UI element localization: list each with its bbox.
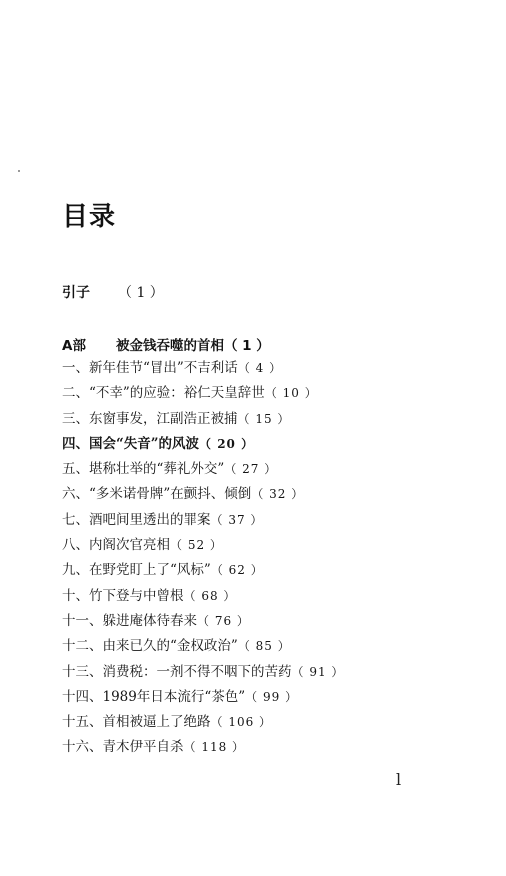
toc-entry[interactable] [62, 457, 344, 482]
folio-page-number: l [396, 770, 402, 789]
page-title: 目录 [62, 202, 117, 232]
toc-entry-page-number: （ 62 ） [210, 563, 264, 578]
toc-entry[interactable] [62, 407, 344, 432]
toc-part-a-heading[interactable] [62, 334, 270, 354]
toc-entry[interactable] [62, 660, 344, 685]
intro-page-number: （ 1 ） [118, 285, 164, 301]
toc-entry-page-number: （ 4 ） [237, 361, 283, 375]
toc-entry-page-number: （ 68 ） [183, 588, 237, 603]
toc-entry-title: 十五、首相被逼上了绝路 [62, 714, 211, 731]
toc-entry-title: 十四、1989年日本流行“茶色” [62, 688, 246, 705]
toc-entry-page-number: （ 91 ） [291, 664, 345, 679]
toc-entry-title: 十三、消费税：一剂不得不咽下的苦药 [62, 663, 292, 680]
toc-list [62, 356, 344, 761]
toc-entry-title: 三、东窗事发，江副浩正被捕 [62, 410, 238, 427]
toc-entry-page-number: （ 10 ） [264, 386, 318, 401]
toc-entry-title: 七、酒吧间里透出的罪案 [62, 511, 211, 528]
intro-label: 引子 [62, 285, 90, 301]
toc-entry-title: 四、国会“失音”的风波 [62, 435, 200, 452]
toc-entry-title: 六、“多米诺骨牌”在颤抖、倾倒 [62, 486, 252, 503]
scan-speck [18, 170, 20, 172]
toc-entry[interactable] [62, 356, 344, 381]
toc-entry[interactable] [62, 634, 344, 659]
toc-entry-title: 十、竹下登与中曾根 [62, 587, 184, 604]
toc-entry[interactable] [62, 685, 344, 710]
part-label: A部 [62, 338, 86, 354]
toc-entry-page-number: （ 32 ） [251, 487, 305, 502]
toc-entry[interactable] [62, 735, 344, 760]
toc-entry-title: 十二、由来已久的“金权政治” [62, 638, 238, 655]
toc-entry[interactable] [62, 432, 344, 457]
toc-entry-page-number: （ 118 ） [183, 740, 246, 755]
toc-entry-title: 九、在野党盯上了“风标” [62, 562, 211, 579]
toc-entry[interactable] [62, 508, 344, 533]
toc-entry[interactable] [62, 584, 344, 609]
toc-entry[interactable] [62, 710, 344, 735]
toc-entry-page-number: （ 20 ） [199, 436, 255, 451]
toc-intro-entry[interactable] [62, 282, 164, 302]
toc-entry-page-number: （ 27 ） [224, 462, 278, 477]
toc-entry-title: 二、“不幸”的应验：裕仁天皇辞世 [62, 385, 265, 402]
toc-entry[interactable] [62, 558, 344, 583]
toc-entry-title: 一、新年佳节“冒出”不吉利话 [62, 360, 238, 376]
toc-entry[interactable] [62, 482, 344, 507]
toc-entry[interactable] [62, 533, 344, 558]
toc-entry[interactable] [62, 609, 344, 634]
toc-entry-title: 十一、躲进庵体待春来 [62, 612, 197, 629]
toc-entry-page-number: （ 85 ） [237, 639, 291, 654]
toc-entry-title: 五、堪称壮举的“葬礼外交” [62, 461, 225, 478]
toc-entry[interactable] [62, 381, 344, 406]
toc-entry-page-number: （ 99 ） [245, 689, 299, 704]
toc-entry-page-number: （ 106 ） [210, 715, 273, 730]
part-title: 被金钱吞噬的首相（ 1 ） [115, 338, 270, 354]
toc-entry-title: 十六、青木伊平自杀 [62, 739, 184, 756]
toc-entry-title: 八、内阁次官亮相 [62, 537, 170, 554]
toc-entry-page-number: （ 15 ） [237, 411, 291, 426]
toc-entry-page-number: （ 52 ） [170, 538, 223, 553]
toc-entry-page-number: （ 76 ） [197, 613, 250, 628]
toc-entry-page-number: （ 37 ） [210, 512, 264, 527]
